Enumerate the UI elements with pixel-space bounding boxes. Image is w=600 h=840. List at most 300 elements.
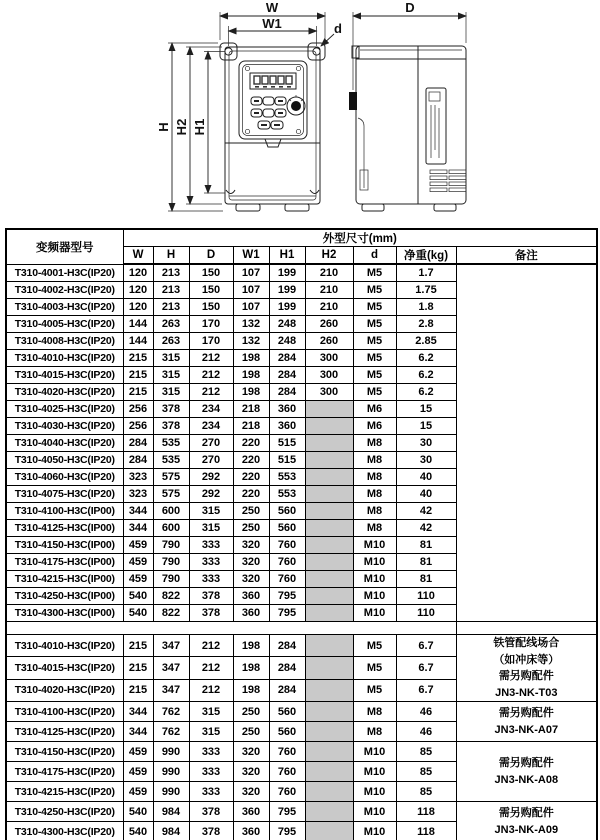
dim-h-cell: 990 (153, 782, 189, 802)
dim-h-cell: 263 (153, 333, 189, 350)
screw-size-cell: M5 (353, 350, 396, 367)
model-cell: T310-4002-H3C(IP20) (6, 282, 123, 299)
dim-w1-cell: 250 (233, 702, 269, 722)
net-weight-cell: 85 (396, 762, 456, 782)
table-row (6, 742, 597, 762)
dim-d-cell: 378 (189, 802, 233, 822)
header-col-screw: d (353, 247, 396, 265)
dim-w1-cell: 220 (233, 469, 269, 486)
dim-w1-cell: 218 (233, 401, 269, 418)
dim-d-cell: 234 (189, 401, 233, 418)
dim-h2-cell: 260 (305, 333, 353, 350)
model-cell: T310-4025-H3C(IP20) (6, 401, 123, 418)
remark-line: 需另购配件 (498, 807, 554, 819)
model-cell: T310-4030-H3C(IP20) (6, 418, 123, 435)
screw-size-cell: M5 (353, 333, 396, 350)
header-col-w: W (123, 247, 153, 265)
model-cell: T310-4150-H3C(IP20) (6, 742, 123, 762)
dim-h-cell: 263 (153, 316, 189, 333)
dim-w1-cell: 320 (233, 571, 269, 588)
bottom-notch-left (226, 190, 235, 194)
model-cell: T310-4150-H3C(IP00) (6, 537, 123, 554)
net-weight-cell: 6.7 (396, 635, 456, 657)
dim-h1-cell: 795 (269, 822, 305, 840)
model-cell: T310-4015-H3C(IP20) (6, 367, 123, 384)
dim-h-cell: 984 (153, 802, 189, 822)
model-cell: T310-4250-H3C(IP20) (6, 802, 123, 822)
screw-size-cell: M5 (353, 679, 396, 701)
net-weight-cell: 85 (396, 742, 456, 762)
dim-w-cell: 323 (123, 469, 153, 486)
vfd-outline-drawing (0, 0, 600, 228)
dim-w1-cell: 107 (233, 299, 269, 316)
model-cell: T310-4075-H3C(IP20) (6, 486, 123, 503)
net-weight-cell: 40 (396, 486, 456, 503)
model-cell: T310-4175-H3C(IP00) (6, 554, 123, 571)
dim-h-cell: 790 (153, 537, 189, 554)
remark-line: 需另购配件 (498, 707, 554, 719)
dim-h2-cell (305, 762, 353, 782)
remark-cell (456, 802, 597, 840)
net-weight-cell: 81 (396, 537, 456, 554)
dim-w1-cell: 220 (233, 452, 269, 469)
remark-line: JN3-NK-A07 (494, 723, 559, 736)
dim-h-cell: 347 (153, 657, 189, 679)
dim-h-cell: 315 (153, 384, 189, 401)
header-col-d: D (189, 247, 233, 265)
mounting-hole-right (313, 48, 320, 55)
dim-h1-cell: 553 (269, 469, 305, 486)
screw-size-cell: M5 (353, 384, 396, 401)
header-col-w1: W1 (233, 247, 269, 265)
dim-h2-cell (305, 520, 353, 537)
net-weight-cell: 15 (396, 418, 456, 435)
dim-d-cell: 378 (189, 822, 233, 840)
dim-h2-cell (305, 588, 353, 605)
dim-w1-cell: 198 (233, 657, 269, 679)
dim-w1-cell: 198 (233, 679, 269, 701)
dim-w1-cell: 360 (233, 588, 269, 605)
dim-h2-cell (305, 657, 353, 679)
dim-h1-cell: 284 (269, 657, 305, 679)
section-spacer-row (6, 622, 597, 635)
dim-w-cell: 215 (123, 635, 153, 657)
net-weight-cell: 42 (396, 520, 456, 537)
dim-h2-cell (305, 452, 353, 469)
dim-d-cell: 270 (189, 435, 233, 452)
dim-h1-cell: 553 (269, 486, 305, 503)
screw-size-cell: M10 (353, 782, 396, 802)
dim-h1-cell: 795 (269, 605, 305, 622)
header-col-h1: H1 (269, 247, 305, 265)
dim-label-w1: W1 (262, 16, 282, 31)
dim-h-cell: 822 (153, 588, 189, 605)
dim-d-cell: 150 (189, 282, 233, 299)
front-dimensions (156, 0, 342, 211)
dim-h2-cell (305, 503, 353, 520)
dim-w1-cell: 132 (233, 316, 269, 333)
net-weight-cell: 118 (396, 822, 456, 840)
dim-h2-cell (305, 722, 353, 742)
dim-h2-cell (305, 679, 353, 701)
dim-h1-cell: 515 (269, 435, 305, 452)
model-cell: T310-4100-H3C(IP20) (6, 702, 123, 722)
dim-w-cell: 459 (123, 571, 153, 588)
dim-w1-cell: 250 (233, 503, 269, 520)
dim-w-cell: 215 (123, 679, 153, 701)
dim-w1-cell: 218 (233, 418, 269, 435)
spacer-cell (6, 622, 456, 635)
screw-size-cell: M8 (353, 722, 396, 742)
dim-h-cell: 213 (153, 299, 189, 316)
dim-w1-cell: 198 (233, 367, 269, 384)
dim-w-cell: 459 (123, 537, 153, 554)
net-weight-cell: 6.2 (396, 384, 456, 401)
dim-h-cell: 575 (153, 469, 189, 486)
dim-h1-cell: 515 (269, 452, 305, 469)
dim-d-cell: 170 (189, 316, 233, 333)
dim-h1-cell: 760 (269, 782, 305, 802)
dim-h1-cell: 760 (269, 571, 305, 588)
dim-h-cell: 315 (153, 367, 189, 384)
dim-w-cell: 459 (123, 782, 153, 802)
dim-h1-cell: 284 (269, 384, 305, 401)
dim-w-cell: 344 (123, 520, 153, 537)
dim-h-cell: 822 (153, 605, 189, 622)
dim-h2-cell: 210 (305, 264, 353, 282)
screw-size-cell: M8 (353, 469, 396, 486)
remark-line: 铁管配线场合 (493, 637, 560, 649)
header-col-weight: 净重(kg) (396, 247, 456, 265)
dim-label-h: H (156, 122, 171, 132)
dim-label-h1: H1 (192, 118, 207, 136)
dim-h-cell: 213 (153, 282, 189, 299)
dim-w1-cell: 250 (233, 520, 269, 537)
dim-d-cell: 315 (189, 503, 233, 520)
net-weight-cell: 6.7 (396, 657, 456, 679)
dim-h1-cell: 760 (269, 742, 305, 762)
dim-w1-cell: 320 (233, 782, 269, 802)
dim-w1-cell: 220 (233, 435, 269, 452)
dim-h2-cell: 210 (305, 282, 353, 299)
dim-w1-cell: 198 (233, 384, 269, 401)
nameplate-sticker (426, 88, 446, 164)
net-weight-cell: 6.2 (396, 350, 456, 367)
screw-size-cell: M5 (353, 657, 396, 679)
model-cell: T310-4008-H3C(IP20) (6, 333, 123, 350)
dim-d-cell: 333 (189, 782, 233, 802)
dim-h-cell: 984 (153, 822, 189, 840)
dim-h2-cell (305, 605, 353, 622)
header-model: 变频器型号 (6, 229, 123, 264)
table-row (6, 635, 597, 657)
dim-d-cell: 150 (189, 299, 233, 316)
net-weight-cell: 85 (396, 782, 456, 802)
keypad-panel (239, 61, 307, 139)
remark-line: JN3-NK-A08 (494, 773, 559, 786)
model-cell: T310-4050-H3C(IP20) (6, 452, 123, 469)
dim-d-cell: 150 (189, 264, 233, 282)
dim-w1-cell: 198 (233, 350, 269, 367)
screw-size-cell: M5 (353, 264, 396, 282)
remark-cell (456, 264, 597, 622)
dim-d-cell: 212 (189, 350, 233, 367)
dim-w-cell: 344 (123, 702, 153, 722)
table-row (6, 802, 597, 822)
screw-size-cell: M5 (353, 282, 396, 299)
spacer-remark-cell (456, 622, 597, 635)
dim-w-cell: 540 (123, 802, 153, 822)
dim-w-cell: 284 (123, 452, 153, 469)
model-cell: T310-4001-H3C(IP20) (6, 264, 123, 282)
model-cell: T310-4020-H3C(IP20) (6, 679, 123, 701)
remark-cell (456, 742, 597, 802)
model-cell: T310-4100-H3C(IP00) (6, 503, 123, 520)
dim-d-cell: 234 (189, 418, 233, 435)
model-cell: T310-4215-H3C(IP20) (6, 782, 123, 802)
model-cell: T310-4175-H3C(IP20) (6, 762, 123, 782)
model-cell: T310-4020-H3C(IP20) (6, 384, 123, 401)
dim-w-cell: 144 (123, 333, 153, 350)
dimension-drawing (0, 0, 600, 228)
dim-h2-cell (305, 571, 353, 588)
model-cell: T310-4010-H3C(IP20) (6, 350, 123, 367)
dim-d-cell: 333 (189, 571, 233, 588)
vent-slots (430, 170, 466, 192)
net-weight-cell: 42 (396, 503, 456, 520)
screw-size-cell: M8 (353, 702, 396, 722)
net-weight-cell: 30 (396, 452, 456, 469)
dim-w-cell: 215 (123, 350, 153, 367)
dim-h1-cell: 760 (269, 762, 305, 782)
dim-d-cell: 315 (189, 722, 233, 742)
dim-h1-cell: 360 (269, 418, 305, 435)
dim-d-cell: 170 (189, 333, 233, 350)
dim-h-cell: 315 (153, 350, 189, 367)
dim-w1-cell: 320 (233, 762, 269, 782)
dim-d-cell: 212 (189, 679, 233, 701)
net-weight-cell: 118 (396, 802, 456, 822)
dim-h2-cell (305, 554, 353, 571)
dim-w-cell: 323 (123, 486, 153, 503)
dim-w-cell: 284 (123, 435, 153, 452)
net-weight-cell: 1.8 (396, 299, 456, 316)
dim-h2-cell: 300 (305, 350, 353, 367)
dim-h1-cell: 284 (269, 635, 305, 657)
mounting-hole-left (225, 48, 232, 55)
dim-w-cell: 459 (123, 742, 153, 762)
dim-h1-cell: 284 (269, 367, 305, 384)
dim-h1-cell: 199 (269, 299, 305, 316)
dim-d-cell: 212 (189, 367, 233, 384)
dim-w-cell: 459 (123, 554, 153, 571)
dim-d-cell: 292 (189, 469, 233, 486)
dim-w-cell: 120 (123, 299, 153, 316)
dim-label-depth: D (405, 0, 415, 15)
side-view (349, 46, 466, 211)
dim-h1-cell: 560 (269, 503, 305, 520)
dim-h-cell: 762 (153, 722, 189, 742)
dim-h1-cell: 248 (269, 316, 305, 333)
model-cell: T310-4250-H3C(IP00) (6, 588, 123, 605)
net-weight-cell: 46 (396, 702, 456, 722)
net-weight-cell: 81 (396, 571, 456, 588)
dim-d-cell: 333 (189, 762, 233, 782)
net-weight-cell: 110 (396, 588, 456, 605)
dim-h1-cell: 560 (269, 702, 305, 722)
dim-h1-cell: 284 (269, 679, 305, 701)
dim-w1-cell: 320 (233, 554, 269, 571)
model-cell: T310-4060-H3C(IP20) (6, 469, 123, 486)
dim-w-cell: 144 (123, 316, 153, 333)
dim-w-cell: 215 (123, 657, 153, 679)
dim-h1-cell: 760 (269, 554, 305, 571)
screw-size-cell: M10 (353, 588, 396, 605)
dim-w1-cell: 132 (233, 333, 269, 350)
dim-h2-cell (305, 782, 353, 802)
net-weight-cell: 81 (396, 554, 456, 571)
dim-label-h2: H2 (174, 118, 189, 136)
dim-w1-cell: 220 (233, 486, 269, 503)
net-weight-cell: 6.7 (396, 679, 456, 701)
dim-w1-cell: 320 (233, 742, 269, 762)
dim-h1-cell: 199 (269, 282, 305, 299)
screw-size-cell: M10 (353, 742, 396, 762)
dim-w-cell: 215 (123, 384, 153, 401)
dim-w-cell: 120 (123, 282, 153, 299)
model-cell: T310-4125-H3C(IP00) (6, 520, 123, 537)
net-weight-cell: 1.7 (396, 264, 456, 282)
dim-w1-cell: 320 (233, 537, 269, 554)
remark-line: （如冲床等） (493, 653, 560, 666)
screw-size-cell: M5 (353, 367, 396, 384)
net-weight-cell: 1.75 (396, 282, 456, 299)
table-row (6, 702, 597, 722)
screw-size-cell: M10 (353, 571, 396, 588)
screw-size-cell: M6 (353, 401, 396, 418)
dim-w1-cell: 360 (233, 802, 269, 822)
dim-h1-cell: 284 (269, 350, 305, 367)
header-dimensions-group: 外型尺寸(mm) (123, 229, 597, 247)
screw-size-cell: M5 (353, 316, 396, 333)
dim-h2-cell (305, 401, 353, 418)
net-weight-cell: 15 (396, 401, 456, 418)
screw-size-cell: M5 (353, 299, 396, 316)
dim-h-cell: 575 (153, 486, 189, 503)
dim-d-cell: 333 (189, 537, 233, 554)
remark-cell (456, 702, 597, 742)
dim-h-cell: 990 (153, 762, 189, 782)
net-weight-cell: 30 (396, 435, 456, 452)
dim-h-cell: 535 (153, 452, 189, 469)
dim-h2-cell (305, 537, 353, 554)
dim-w1-cell: 250 (233, 722, 269, 742)
model-cell: T310-4215-H3C(IP00) (6, 571, 123, 588)
dim-d-cell: 333 (189, 742, 233, 762)
dim-w-cell: 344 (123, 722, 153, 742)
dim-h1-cell: 795 (269, 588, 305, 605)
dim-d-cell: 333 (189, 554, 233, 571)
screw-size-cell: M6 (353, 418, 396, 435)
screw-size-cell: M8 (353, 503, 396, 520)
dim-d-cell: 315 (189, 702, 233, 722)
dim-d-cell: 212 (189, 635, 233, 657)
dim-h-cell: 378 (153, 401, 189, 418)
remark-cell (456, 635, 597, 702)
table-row (6, 264, 597, 282)
remark-line: 需另购配件 (498, 670, 554, 682)
dim-h1-cell: 199 (269, 264, 305, 282)
dim-h2-cell (305, 802, 353, 822)
net-weight-cell: 6.2 (396, 367, 456, 384)
dim-h2-cell (305, 486, 353, 503)
screw-size-cell: M5 (353, 635, 396, 657)
dim-d-cell: 378 (189, 605, 233, 622)
dim-h1-cell: 560 (269, 520, 305, 537)
dim-h2-cell: 260 (305, 316, 353, 333)
model-cell: T310-4010-H3C(IP20) (6, 635, 123, 657)
dim-w-cell: 344 (123, 503, 153, 520)
keypad-buttons (251, 97, 286, 129)
dim-d-cell: 292 (189, 486, 233, 503)
dim-h-cell: 762 (153, 702, 189, 722)
dim-h1-cell: 560 (269, 722, 305, 742)
dim-h2-cell (305, 822, 353, 840)
dim-h2-cell (305, 702, 353, 722)
dim-w1-cell: 107 (233, 264, 269, 282)
dim-w-cell: 256 (123, 418, 153, 435)
dim-h-cell: 347 (153, 635, 189, 657)
model-cell: T310-4015-H3C(IP20) (6, 657, 123, 679)
screw-size-cell: M10 (353, 605, 396, 622)
remark-line: 需另购配件 (498, 757, 554, 769)
dim-h-cell: 535 (153, 435, 189, 452)
dim-d-cell: 212 (189, 657, 233, 679)
screw-size-cell: M8 (353, 486, 396, 503)
dim-w1-cell: 360 (233, 822, 269, 840)
dim-h2-cell (305, 635, 353, 657)
header-col-remark: 备注 (456, 247, 597, 265)
dim-h-cell: 790 (153, 571, 189, 588)
dim-h2-cell (305, 742, 353, 762)
dim-h2-cell: 300 (305, 367, 353, 384)
dim-h-cell: 990 (153, 742, 189, 762)
potentiometer-knob (287, 95, 305, 115)
dim-label-w: W (265, 0, 279, 15)
dim-d-cell: 212 (189, 384, 233, 401)
screw-size-cell: M10 (353, 762, 396, 782)
bottom-notch-right (310, 190, 319, 194)
net-weight-cell: 2.8 (396, 316, 456, 333)
dim-w-cell: 215 (123, 367, 153, 384)
net-weight-cell: 40 (396, 469, 456, 486)
model-cell: T310-4300-H3C(IP00) (6, 605, 123, 622)
dim-w-cell: 540 (123, 822, 153, 840)
side-dimensions (353, 0, 466, 90)
dim-h2-cell: 210 (305, 299, 353, 316)
dimension-table (5, 228, 598, 840)
screw-size-cell: M10 (353, 822, 396, 840)
dim-w-cell: 256 (123, 401, 153, 418)
dim-d-cell: 315 (189, 520, 233, 537)
dim-w-cell: 540 (123, 605, 153, 622)
header-col-h2: H2 (305, 247, 353, 265)
dim-h-cell: 347 (153, 679, 189, 701)
remark-line: JN3-NK-A09 (494, 823, 559, 836)
dim-w1-cell: 107 (233, 282, 269, 299)
dim-h1-cell: 248 (269, 333, 305, 350)
dim-w-cell: 120 (123, 264, 153, 282)
